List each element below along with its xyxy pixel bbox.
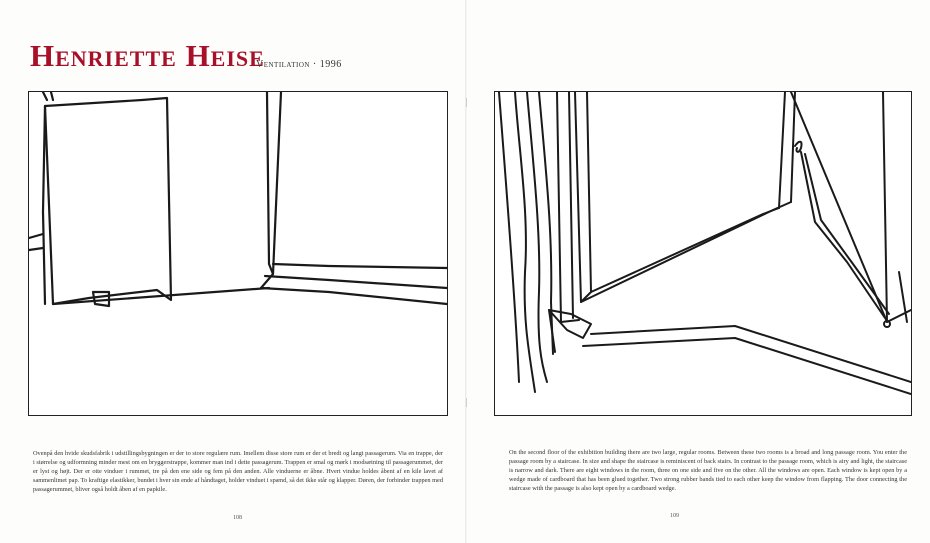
caption-english: On the second floor of the exhibition building there are two large, regular rooms. Between these two rooms is a broad and long passage room. You enter the passage room by a staircase. In size and shape the staircase is reminiscent of back stairs. In contrast to the passage room, which is airy and light, the staircase is narrow and dark. There are eight windows in the room, three on one side and five on the other. All the windows are open. Each window is kept open by a wedge made of cardboard that has been glued together. Two strong rubber bands tied to each other keep the window from flapping. The door connecting the staircase with the passage is also kept open by a cardboard wedge.	[509, 449, 907, 492]
door-wedge-drawing	[29, 92, 447, 415]
gutter-fold	[465, 0, 467, 543]
illustration-left	[28, 91, 448, 416]
illustration-right	[494, 91, 912, 416]
caption-danish: Ovenpå den hvide skudsfabrik i udstillingsbygningen er der to store regulære rum. Imellem disse store rum er der et bredt og langt passagerum. Via en trappe, der i størrelse og udformning minder mest om en bryggerstrappe, kommer man ind i dette passagerum. Trappen er smal og mørk i modsætning til passagerummet, der er lyst og højt. Der er otte vinduer i rummet, tre på den ene side og fem på den anden. Alle vinduerne er åbne. Hvert vindue holdes åbent af en kile lavet af sammenlimet pap. To kraftige elastikker, bundet i hver sin ende af håndtaget, holder vinduet i spænd, så det ikke står og klapper. Døren, der forbinder trappen med passagerummet, bliver også holdt åben af en papkile.	[33, 450, 443, 493]
page-number-right: 109	[670, 513, 679, 519]
window-wedge-drawing	[495, 92, 911, 415]
crop-mark	[466, 98, 467, 107]
artist-name: Henriette Heise	[30, 38, 265, 73]
work-title-year: Ventilation · 1996	[256, 59, 342, 70]
page-number-left: 108	[233, 515, 242, 521]
crop-mark	[466, 398, 467, 407]
